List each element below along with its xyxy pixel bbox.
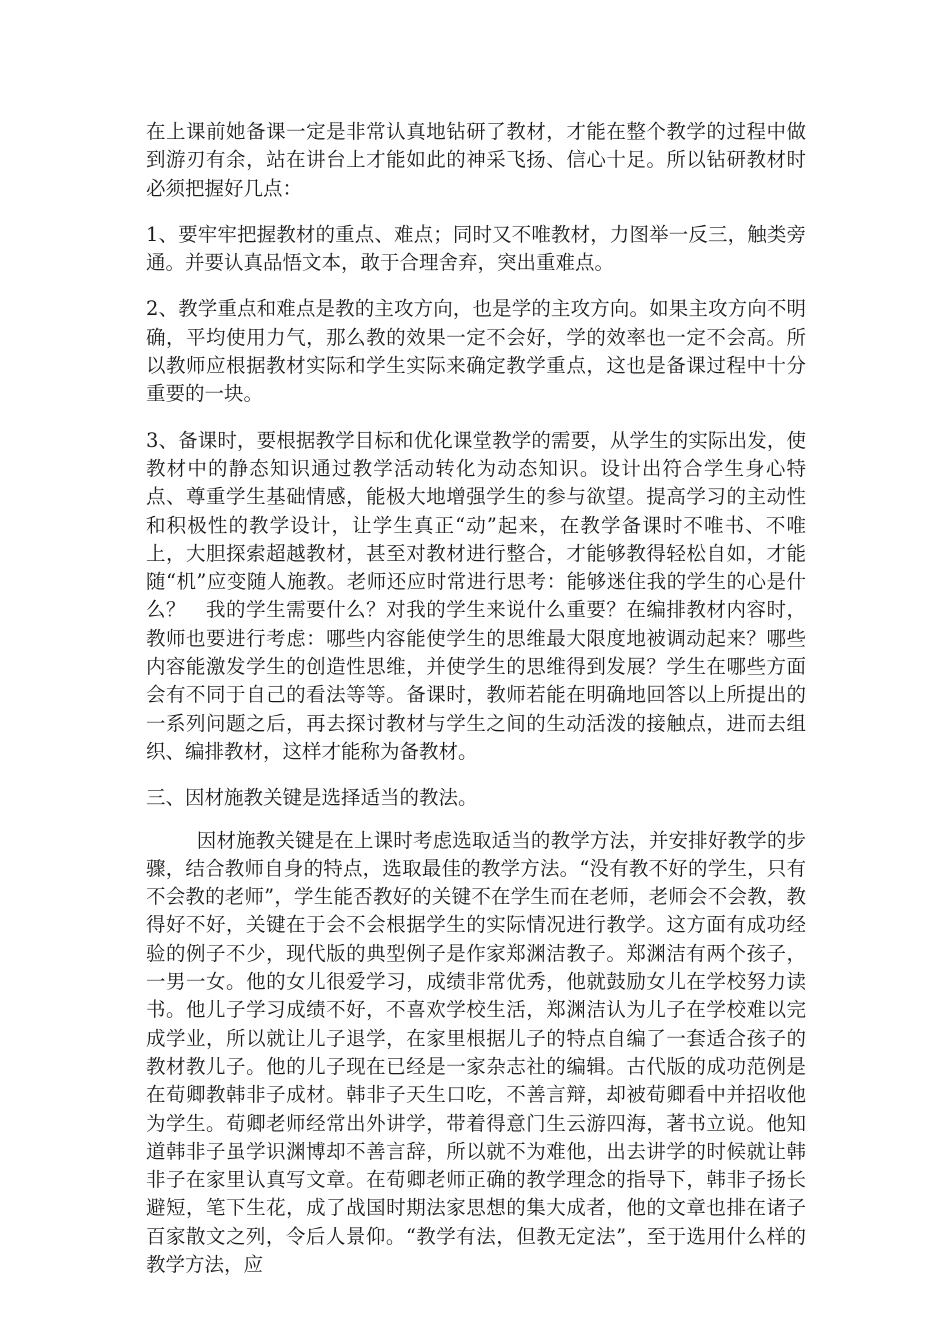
document-page (146, 118, 806, 1297)
paragraph-body: 因材施教关键是在上课时考虑选取适当的教学方法，并安排好教学的步骤，结合教师自身的特点，选取最佳的教学方法。“没有教不好的学生，只有不会教的老师”，学生能否教好的关键不在学生而在老师，老师会不会教，教得好不好，关键在于会不会根据学生的实际情况进行教学。这方面有成功经验的例子不少，现代版的典型例子是作家郑渊洁教子。郑渊洁有两个孩子，一男一女。他的女儿很爱学习，成绩非常优秀，他就鼓励女儿在学校努力读书。他儿子学习成绩不好，不喜欢学校生活，郑渊洁认为儿子在学校难以完成学业，所以就让儿子退学，在家里根据儿子的特点自编了一套适合孩子的教材教儿子。他的儿子现在已经是一家杂志社的编辑。古代版的成功范例是在荀卿教韩非子成材。韩非子天生口吃，不善言辩，却被荀卿看中并招收他为学生。荀卿老师经常出外讲学，带着得意门生云游四海，著书立说。他知道韩非子虽学识渊博却不善言辞，所以就不为难他，出去讲学的时候就让韩非子在家里认真写文章。在荀卿老师正确的教学理念的指导下，韩非子扬长避短，笔下生花，成了战国时期法家思想的集大成者，他的文章也排在诸子百家散文之列，令后人景仰。“教学有法，但教无定法”，至于选用什么样的教学方法，应 (146, 828, 806, 1276)
paragraph-point-2: 2、教学重点和难点是教的主攻方向，也是学的主攻方向。如果主攻方向不明确，平均使用力气，那么教的效果一定不会好，学的效率也一定不会高。所以教师应根据教材实际和学生实际来确定教学重点，这也是备课过程中十分重要的一块。 (146, 297, 806, 406)
paragraph-point-1: 1、要牢牢把握教材的重点、难点；同时又不唯教材，力图举一反三，触类旁通。并要认真品悟文本，敢于合理舍弃，突出重难点。 (146, 222, 806, 275)
section-heading: 三、因材施教关键是选择适当的教法。 (146, 786, 478, 810)
paragraph-intro: 在上课前她备课一定是非常认真地钻研了教材，才能在整个教学的过程中做到游刃有余，站在讲台上才能如此的神采飞扬、信心十足。所以钻研教材时必须把握好几点： (146, 120, 806, 200)
paragraph-point-3: 3、备课时，要根据教学目标和优化课堂教学的需要，从学生的实际出发，使教材中的静态知识通过教学活动转化为动态知识。设计出符合学生身心特点、尊重学生基础情感，能极大地增强学生的参与欲望。提高学习的主动性和积极性的教学设计，让学生真正“动”起来，在教学备课时不唯书、不唯上，大胆探索超越教材，甚至对教材进行整合，才能够教得轻松自如，才能随“机”应变随人施教。老师还应时常进行思考：能够迷住我的学生的心是什么？ 我的学生需要什么？对我的学生来说什么重要？在编排教材内容时，教师也要进行考虑：哪些内容能使学生的思维最大限度地被调动起来？哪些内容能激发学生的创造性思维，并使学生的思维得到发展？学生在哪些方面会有不同于自己的看法等等。备课时，教师若能在明确地回答以上所提出的一系列问题之后，再去探讨教材与学生之间的生动活泼的接触点，进而去组织、编排教材，这样才能称为备教材。 (146, 428, 806, 763)
